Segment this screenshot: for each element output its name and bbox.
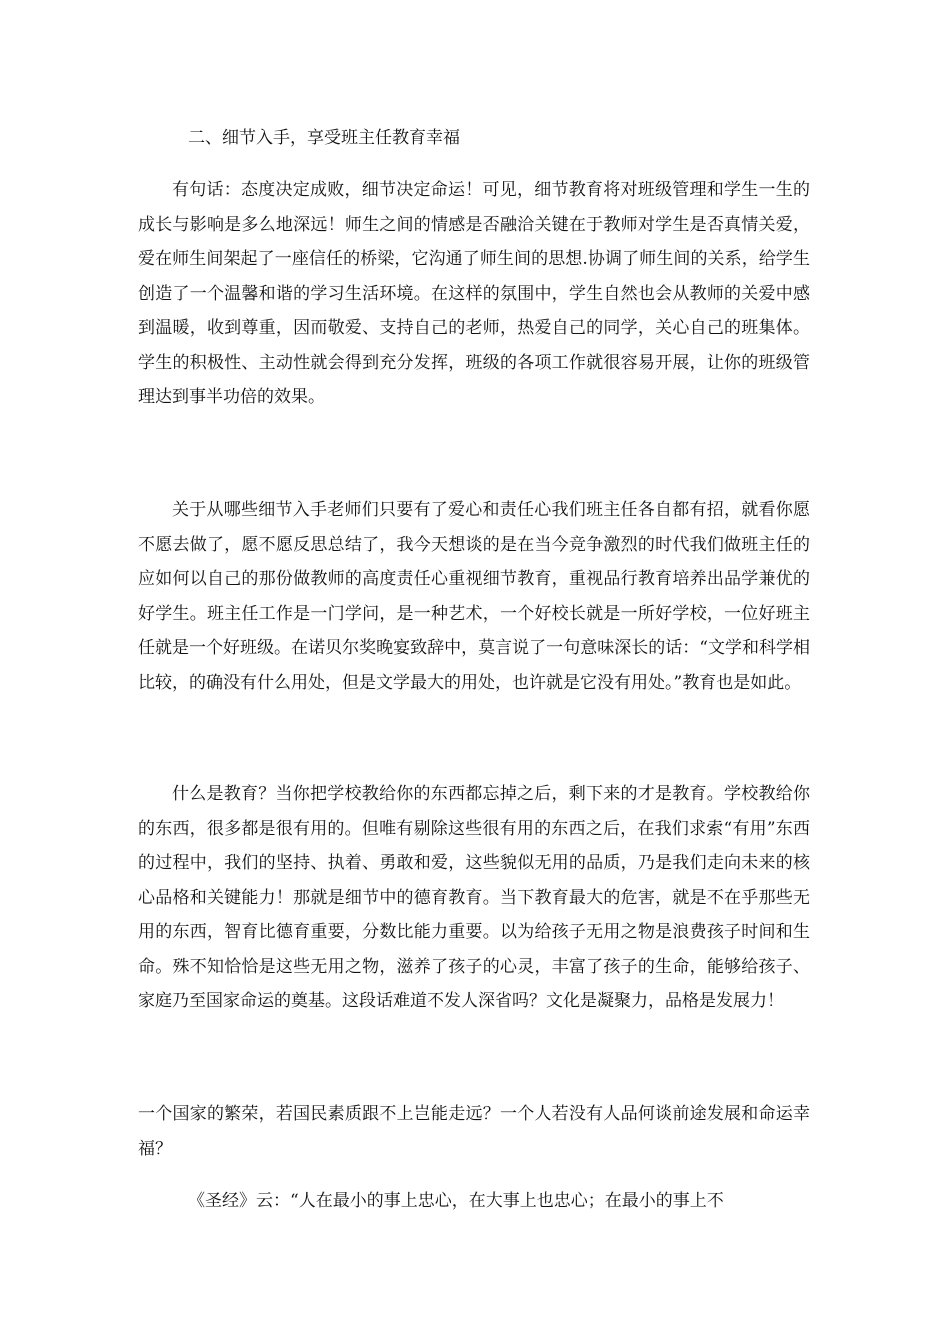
paragraph-4: 一个国家的繁荣，若国民素质跟不上岂能走远？一个人若没有人品何谈前途发展和命运幸福？ <box>138 1104 810 1159</box>
paragraph-5: 《圣经》云：“人在最小的事上忠心，在大事上也忠心；在最小的事上不 <box>188 1191 724 1211</box>
paragraph-1: 有句话：态度决定成败，细节决定命运！可见，细节教育将对班级管理和学生一生的成长与影响是多么地深远！师生之间的情感是否融洽关键在于教师对学生是否真情关爱，爱在师生间架起了一座信任的桥梁，它沟通了师生间的思想.协调了师生间的关系，给学生创造了一个温馨和谐的学习生活环境。在这样的氛围中，学生自然也会从教师的关爱中感到温暖，收到尊重，因而敬爱、支持自己的老师，热爱自己的同学，关心自己的班集体。学生的积极性、主动性就会得到充分发挥，班级的各项工作就很容易开展，让你的班级管理达到事半功倍的效果。 <box>138 180 810 407</box>
section-heading: 二、细节入手，享受班主任教育幸福 <box>188 128 460 148</box>
paragraph-2: 关于从哪些细节入手老师们只要有了爱心和责任心我们班主任各自都有招，就看你愿不愿去做了，愿不愿反思总结了，我今天想谈的是在当今竞争激烈的时代我们做班主任的应如何以自己的那份做教师的高度责任心重视细节教育，重视品行教育培养出品学兼优的好学生。班主任工作是一门学问，是一种艺术，一个好校长就是一所好学校，一位好班主任就是一个好班级。在诺贝尔奖晚宴致辞中，莫言说了一句意味深长的话：“文学和科学相比较，的确没有什么用处，但是文学最大的用处，也许就是它没有用处。”教育也是如此。 <box>138 500 810 693</box>
paragraph-3: 什么是教育？当你把学校教给你的东西都忘掉之后，剩下来的才是教育。学校教给你的东西，很多都是很有用的。但唯有剔除这些很有用的东西之后，在我们求索“有用”东西的过程中，我们的坚持、执着、勇敢和爱，这些貌似无用的品质，乃是我们走向未来的核心品格和关键能力！那就是细节中的德育教育。当下教育最大的危害，就是不在乎那些无用的东西，智育比德育重要，分数比能力重要。以为给孩子无用之物是浪费孩子时间和生命。殊不知恰恰是这些无用之物，滋养了孩子的心灵，丰富了孩子的生命，能够给孩子、家庭乃至国家命运的奠基。这段话难道不发人深省吗？文化是凝聚力，品格是发展力！ <box>138 784 810 1011</box>
